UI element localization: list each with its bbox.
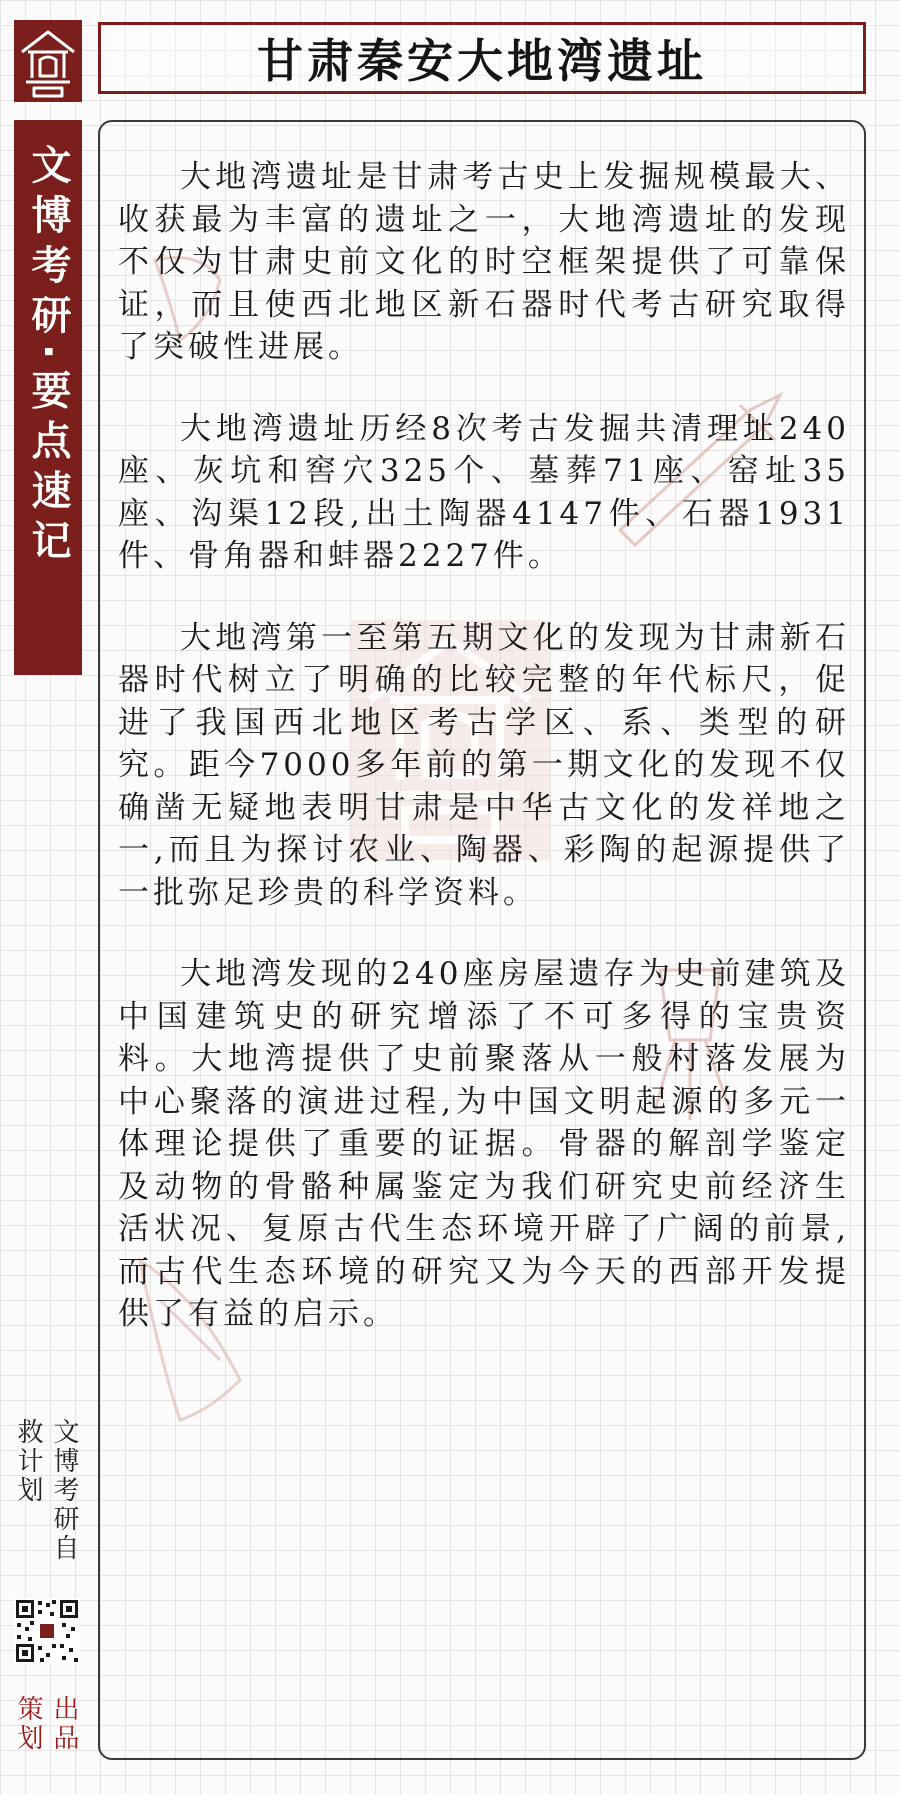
qr-code-icon: [14, 1598, 80, 1664]
logo-icon: [14, 20, 82, 102]
paragraph: 大地湾遗址是甘肃考古史上发掘规模最大、收获最为丰富的遗址之一，大地湾遗址的发现不仅为甘肃史前文化的时空框架提供了可靠保证，而且使西北地区新石器时代考古研究取得了突破性进展。: [118, 159, 850, 365]
article-body: [118, 156, 850, 1375]
page-title: 甘肃秦安大地湾遗址: [257, 34, 707, 88]
side-banner: [14, 120, 82, 675]
paragraph: 大地湾第一至第五期文化的发现为甘肃新石器时代树立了明确的比较完整的年代标尺，促进了我国西北地区考古学区、系、类型的研究。距今7000多年前的第一期文化的发现不仅确凿无疑地表明甘肃是中华古文化的发祥地之一,而且为探讨农业、陶器、彩陶的起源提供了一批弥足珍贵的科学资料。: [118, 619, 850, 911]
role-credit: 出品策划: [13, 1695, 79, 1753]
producer-credit: 文博考研自救计划: [13, 1418, 79, 1563]
side-banner-text: 文博考研·要点速记: [25, 144, 71, 570]
title-box: [98, 22, 866, 94]
paragraph: 大地湾遗址历经8次考古发掘共清理址240座、灰坑和窖穴325个、墓葬71座、窑址35座、沟渠12段,出土陶器4147件、石器1931件、骨角器和蚌器2227件。: [118, 410, 850, 574]
paragraph: 大地湾发现的240座房屋遗存为史前建筑及中国建筑史的研究增添了不可多得的宝贵资料。大地湾提供了史前聚落从一般村落发展为中心聚落的演进过程,为中国文明起源的多元一体理论提供了重要的证据。骨器的解剖学鉴定及动物的骨骼种属鉴定为我们研究史前经济生活状况、复原古代生态环境开辟了广阔的前景,而古代生态环境的研究又为今天的西部开发提供了有益的启示。: [118, 956, 850, 1332]
